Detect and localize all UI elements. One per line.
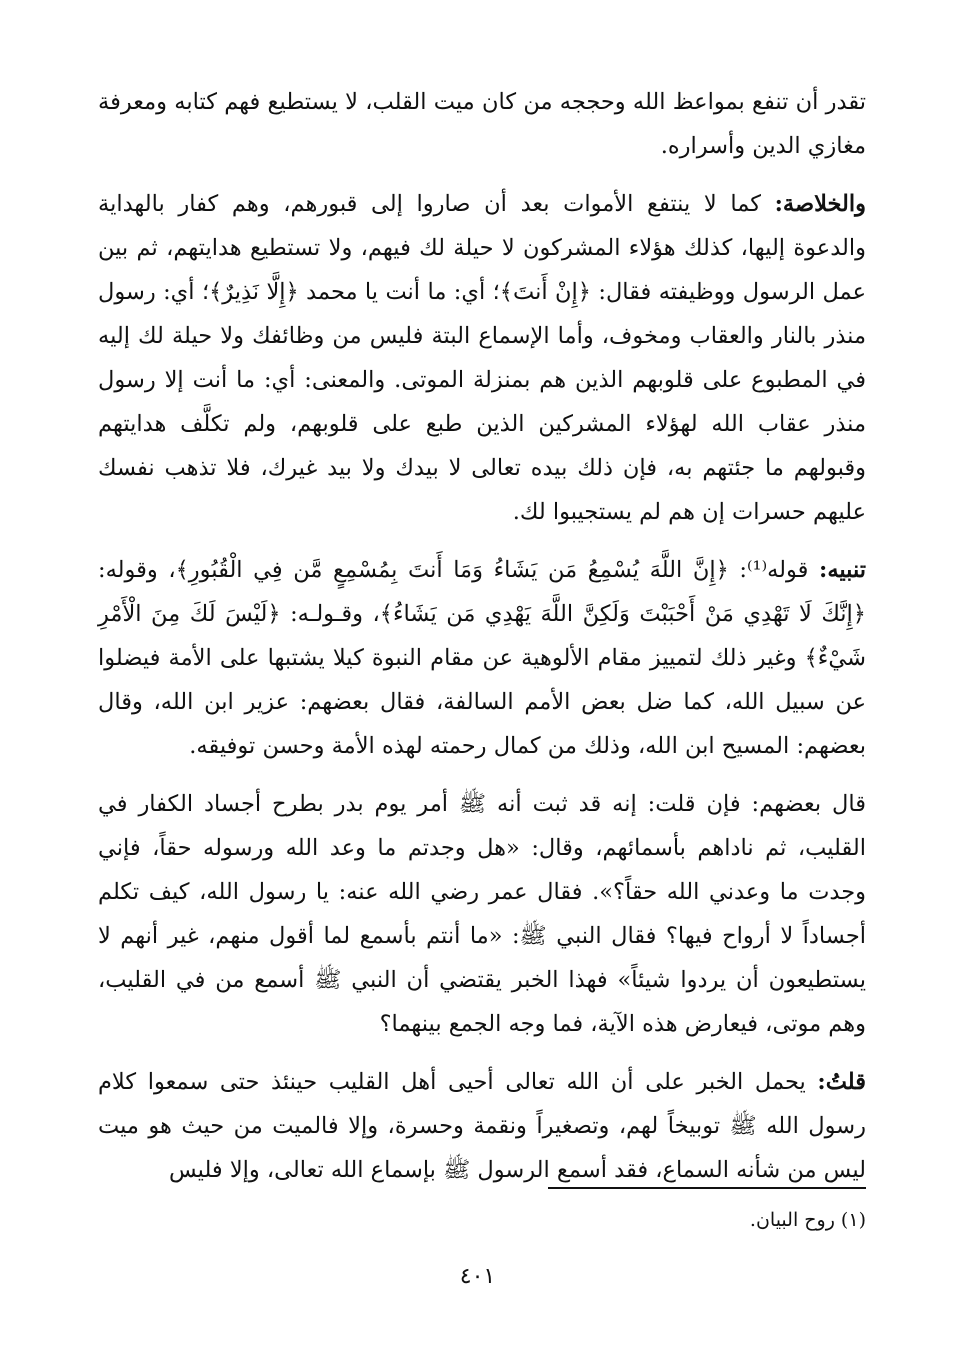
footnote-divider: [548, 1187, 866, 1189]
paragraph-lead: والخلاصة:: [774, 191, 866, 217]
paragraph-lead: قلتُ:: [817, 1069, 866, 1095]
page-number: ٤٠١: [459, 1264, 496, 1289]
paragraph-1: [98, 80, 866, 168]
paragraph-text: تقدر أن تنفع بمواعظ الله وحججه من كان ميت القلب، لا يستطيع فهم كتابه ومعرفة مغازي الدين وأسراره.: [98, 89, 866, 159]
paragraph-summary: [98, 182, 866, 534]
paragraph-text: كما لا ينتفع الأموات بعد أن صاروا إلى قبورهم، وهم كفار بالهداية والدعوة إليها، كذلك هؤلاء المشركون لا حيلة لك فيهم، ولا تستطيع هدايتهم، ثم بين عمل الرسول ووظيفته فقال: ﴿إِنْ أَنتَ﴾؛ أي: ما أنت يا محمد ﴿إِلَّا نَذِيرٌ﴾؛ أي: رسول منذر بالنار والعقاب ومخوف، وأما الإسماع البتة فليس من وظائفك ولا حيلة لك إليه في المطبوع على قلوبهم الذين هم بمنزلة الموتى. والمعنى: أي: ما أنت إلا رسول منذر عقاب الله لهؤلاء المشركين الذين طبع على قلوبهم، ولم تكلَّف هدايتهم وقبولهم ما جئتهم به، فإن ذلك بيده تعالى لا بيدك ولا بيد غيرك، فلا تذهب نفسك عليهم حسرات إن هم لم يستجيبوا لك.: [98, 191, 866, 525]
paragraph-text: يحمل الخبر على أن الله تعالى أحيى أهل القليب حينئذ حتى سمعوا كلام رسول الله ﷺ توبيخاً لهم، وتصغيراً ونقمة وحسرة، وإلا فالميت من حيث هو ميت ليس من شأنه السماع، فقد أسمع الرسول ﷺ بإسماع الله تعالى، وإلا فليس: [98, 1069, 866, 1183]
main-text: [98, 80, 866, 1192]
paragraph-question: [98, 782, 866, 1046]
paragraph-note: [98, 548, 866, 768]
footnote: (١) روح البيان.: [749, 1209, 866, 1231]
paragraph-answer: [98, 1060, 866, 1192]
paragraph-text: قال بعضهم: فإن قلت: إنه قد ثبت أنه ﷺ أمر يوم بدر بطرح أجساد الكفار في القليب، ثم ناداهم بأسمائهم، وقال: «هل وجدتم ما وعد الله ورسوله حقاً، فإني وجدت ما وعدني الله حقاً؟». فقال عمر رضي الله عنه: يا رسول الله، كيف تكلم أجساداً لا أرواح فيها؟ فقال النبي ﷺ: «ما أنتم بأسمع لما أقول منهم، غير أنهم لا يستطيعون أن يردوا شيئاً» فهذا الخبر يقتضي أن النبي ﷺ أسمع من في القليب، وهم موتى، فيعارض هذه الآية، فما وجه الجمع بينهما؟: [98, 791, 866, 1037]
paragraph-lead: تنبيه:: [819, 557, 867, 583]
paragraph-text: قوله⁽¹⁾: ﴿إِنَّ اللَّهَ يُسْمِعُ مَن يَشَاءُ وَمَا أَنتَ بِمُسْمِعٍ مَّن فِي الْقُبُورِ﴾، وقوله: ﴿إِنَّكَ لَا تَهْدِي مَنْ أَحْبَبْتَ وَلَكِنَّ اللَّهَ يَهْدِي مَن يَشَاءُ﴾، وقـولـه: ﴿لَيْسَ لَكَ مِنَ الْأَمْرِ شَيْءٌ﴾ وغير ذلك لتمييز مقام الألوهية عن مقام النبوة كيلا يشتبها على الأمة فيضلوا عن سبيل الله، كما ضل بعض الأمم السالفة، فقال بعضهم: عزير ابن الله، وقال بعضهم: المسيح ابن الله، وذلك من كمال رحمته لهذه الأمة وحسن توفيقه.: [98, 557, 866, 759]
